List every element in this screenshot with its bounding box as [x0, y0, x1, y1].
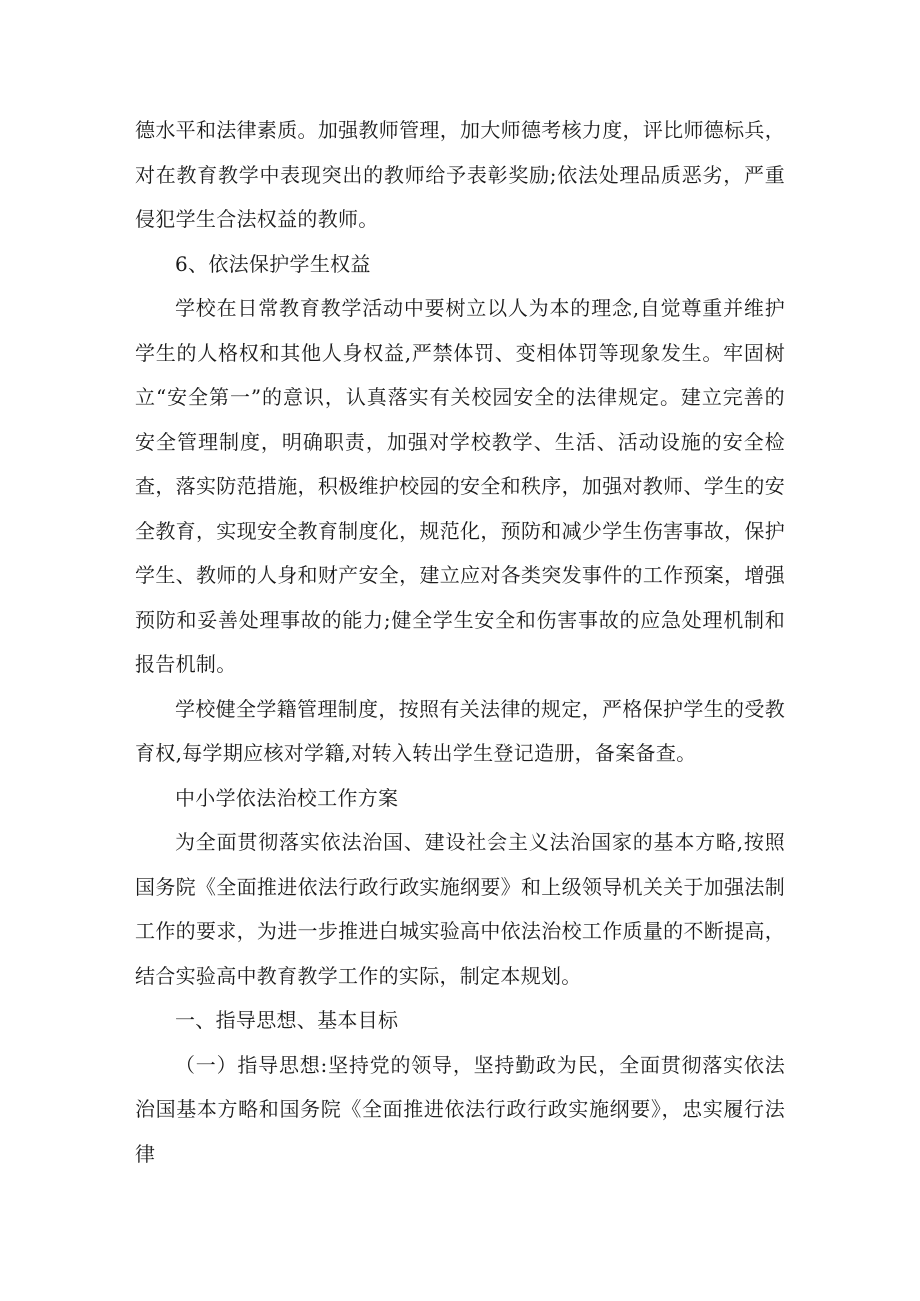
section-heading-guiding-ideology: 一、指导思想、基本目标	[175, 1008, 399, 1032]
document-body	[135, 108, 785, 1176]
document-title-work-plan: 中小学依法治校工作方案	[175, 785, 399, 810]
paragraph-student-records: 学校健全学籍管理制度，按照有关法律的规定，严格保护学生的受教育权,每学期应核对学籍,对转入转出学生登记造册，备案备查。	[135, 696, 785, 765]
paragraph-continuation: 德水平和法律素质。加强教师管理，加大师德考核力度，评比师德标兵，对在教育教学中表现突出的教师给予表彰奖励;依法处理品质恶劣，严重侵犯学生合法权益的教师。	[135, 118, 785, 231]
paragraph-student-safety: 学校在日常教育教学活动中要树立以人为本的理念,自觉尊重并维护学生的人格权和其他人身权益,严禁体罚、变相体罚等现象发生。牢固树立“安全第一”的意识，认真落实有关校园安全的法律规定。建立完善的安全管理制度，明确职责，加强对学校教学、生活、活动设施的安全检查，落实防范措施，积极维护校园的安全和秩序，加强对教师、学生的安全教育，实现安全教育制度化，规范化，预防和减少学生伤害事故，保护学生、教师的人身和财产安全，建立应对各类突发事件的工作预案，增强预防和妥善处理事故的能力;健全学生安全和伤害事故的应急处理机制和报告机制。	[135, 296, 785, 676]
paragraph-plan-intro: 为全面贯彻落实依法治国、建设社会主义法治国家的基本方略,按照国务院《全面推进依法行政行政实施纲要》和上级领导机关关于加强法制工作的要求，为进一步推进白城实验高中依法治校工作质量的不断提高，结合实验高中教育教学工作的实际，制定本规划。	[135, 830, 785, 988]
section-heading-protect-student-rights: 6、依法保护学生权益	[175, 251, 371, 276]
paragraph-guiding-ideology: （一）指导思想:坚持党的领导，坚持勤政为民，全面贯彻落实依法治国基本方略和国务院《全面推进依法行政行政实施纲要》，忠实履行法律	[135, 1052, 785, 1166]
